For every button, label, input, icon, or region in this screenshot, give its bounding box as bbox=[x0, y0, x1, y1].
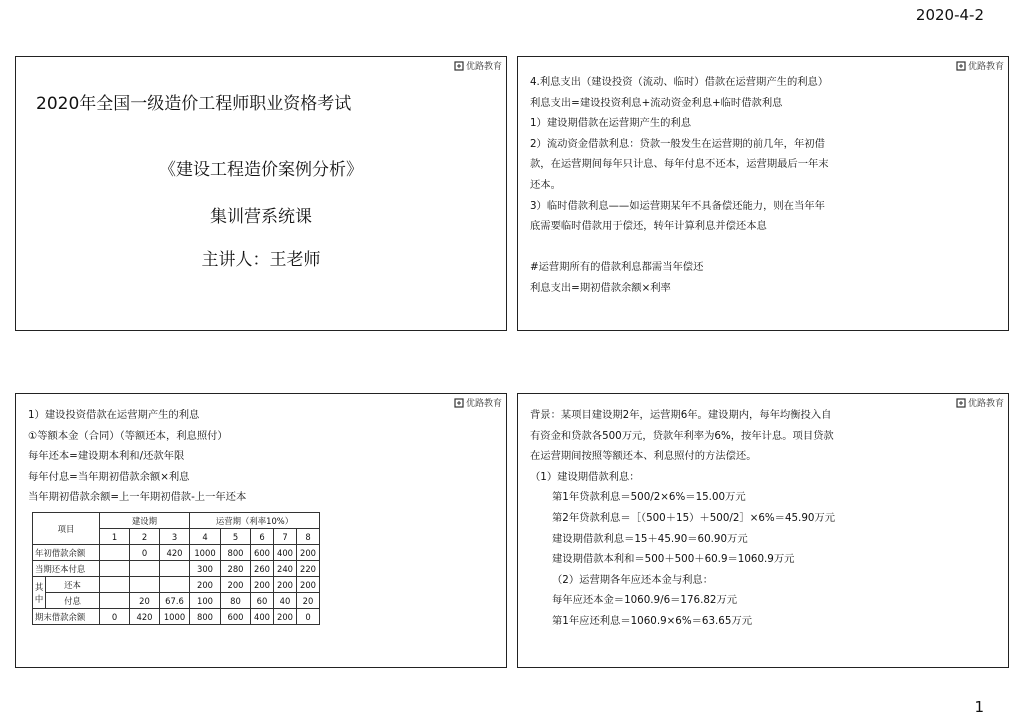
year-cell: 3 bbox=[160, 529, 190, 545]
table-cell: 200 bbox=[221, 577, 251, 593]
text-line: 底需要临时借款用于偿还，转年计算利息并偿还本息 bbox=[530, 220, 767, 233]
course-type: 集训营系统课 bbox=[210, 207, 312, 227]
table-cell: 800 bbox=[190, 609, 221, 625]
text-line: 第1年贷款利息＝500/2×6%＝15.00万元 bbox=[552, 491, 746, 504]
year-cell: 8 bbox=[297, 529, 320, 545]
year-cell: 5 bbox=[221, 529, 251, 545]
logo-icon bbox=[956, 61, 966, 71]
text-line: 建设期借款利息＝15＋45.90＝60.90万元 bbox=[552, 532, 748, 545]
slide-body-text bbox=[530, 72, 998, 299]
table-cell: 420 bbox=[130, 609, 160, 625]
brand-logo bbox=[956, 59, 1004, 72]
course-book-title: 《建设工程造价案例分析》 bbox=[159, 160, 363, 180]
exam-title: 2020年全国一级造价工程师职业资格考试 bbox=[36, 94, 352, 114]
table-cell: 60 bbox=[251, 593, 274, 609]
table-header-item: 项目 bbox=[33, 513, 100, 545]
page-number: 1 bbox=[974, 698, 984, 716]
table-cell: 200 bbox=[274, 609, 297, 625]
group-label: 其中 bbox=[33, 577, 46, 609]
logo-text: 优路教育 bbox=[465, 399, 502, 409]
text-line: 款，在运营期间每年只计息、每年付息不还本，运营期最后一年末 bbox=[530, 158, 829, 171]
table-cell: 600 bbox=[251, 545, 274, 561]
table-cell: 0 bbox=[297, 609, 320, 625]
table-cell: 260 bbox=[251, 561, 274, 577]
text-line: 还本。 bbox=[530, 178, 561, 191]
table-cell: 67.6 bbox=[160, 593, 190, 609]
table-cell bbox=[160, 577, 190, 593]
table-cell: 220 bbox=[297, 561, 320, 577]
year-cell: 7 bbox=[274, 529, 297, 545]
table-cell: 100 bbox=[190, 593, 221, 609]
table-cell: 800 bbox=[221, 545, 251, 561]
table-cell: 1000 bbox=[190, 545, 221, 561]
table-row bbox=[33, 593, 320, 609]
logo-text: 优路教育 bbox=[465, 62, 502, 72]
logo-icon bbox=[454, 61, 464, 71]
text-line: 1）建设期借款在运营期产生的利息 bbox=[530, 117, 692, 130]
table-cell: 20 bbox=[297, 593, 320, 609]
table-cell: 200 bbox=[297, 545, 320, 561]
table-cell bbox=[100, 593, 130, 609]
table-cell: 240 bbox=[274, 561, 297, 577]
row-label: 当期还本付息 bbox=[33, 561, 100, 577]
text-line: 有资金和贷款各500万元，贷款年利率为6%，按年计息。项目贷款 bbox=[530, 429, 834, 442]
slide-equal-principal bbox=[15, 393, 507, 668]
text-line: 建设期借款本利和＝500＋500＋60.9＝1060.9万元 bbox=[552, 553, 795, 566]
row-label: 付息 bbox=[46, 593, 100, 609]
table-row bbox=[33, 609, 320, 625]
slide-example bbox=[517, 393, 1009, 668]
slide-interest-expense bbox=[517, 56, 1009, 331]
logo-text: 优路教育 bbox=[967, 399, 1004, 409]
text-line: 每年应还本金＝1060.9/6＝176.82万元 bbox=[552, 594, 738, 607]
table-header-operation: 运营期（利率10%） bbox=[190, 513, 320, 529]
table-cell: 200 bbox=[297, 577, 320, 593]
table-cell bbox=[130, 561, 160, 577]
table-cell: 200 bbox=[190, 577, 221, 593]
table-cell: 20 bbox=[130, 593, 160, 609]
table-cell: 200 bbox=[251, 577, 274, 593]
table-header-construction: 建设期 bbox=[100, 513, 190, 529]
text-line: 4.利息支出（建设投资（流动、临时）借款在运营期产生的利息） bbox=[530, 76, 829, 88]
row-label: 期末借款余额 bbox=[33, 609, 100, 625]
year-cell: 6 bbox=[251, 529, 274, 545]
table-cell bbox=[130, 577, 160, 593]
text-line: 每年付息=当年期初借款余额×利息 bbox=[28, 470, 190, 483]
table-cell: 200 bbox=[274, 577, 297, 593]
table-cell: 0 bbox=[130, 545, 160, 561]
text-line: 2）流动资金借款利息：贷款一般发生在运营期的前几年，年初借 bbox=[530, 137, 825, 150]
table-cell bbox=[160, 561, 190, 577]
table-cell: 400 bbox=[274, 545, 297, 561]
text-line: 背景：某项目建设期2年，运营期6年。建设期内，每年均衡投入自 bbox=[530, 409, 832, 421]
year-cell: 1 bbox=[100, 529, 130, 545]
year-cell: 2 bbox=[130, 529, 160, 545]
table-cell: 600 bbox=[221, 609, 251, 625]
slide-body-text bbox=[28, 405, 496, 508]
year-cell: 4 bbox=[190, 529, 221, 545]
table-cell bbox=[100, 545, 130, 561]
table-row bbox=[33, 577, 320, 593]
text-line: 3）临时借款利息——如运营期某年不具备偿还能力，则在当年年 bbox=[530, 199, 825, 212]
slide-body-text bbox=[530, 405, 998, 632]
text-line: 第2年贷款利息＝［（500＋15）＋500/2］×6%＝45.90万元 bbox=[552, 511, 836, 524]
text-line: ①等额本金（合同）（等额还本，利息照付） bbox=[28, 429, 228, 442]
lecturer: 主讲人：王老师 bbox=[201, 250, 321, 270]
print-date: 2020-4-2 bbox=[915, 6, 984, 24]
text-line: （2）运营期各年应还本金与利息： bbox=[552, 573, 714, 586]
table-cell: 280 bbox=[221, 561, 251, 577]
text-line: 在运营期间按照等额还本、利息照付的方法偿还。 bbox=[530, 450, 757, 463]
blank-line bbox=[530, 237, 998, 258]
table-cell: 1000 bbox=[160, 609, 190, 625]
text-line: 当年期初借款余额=上一年期初借款-上一年还本 bbox=[28, 491, 247, 504]
text-line: 第1年应还利息＝1060.9×6%＝63.65万元 bbox=[552, 614, 752, 627]
row-label: 年初借款余额 bbox=[33, 545, 100, 561]
text-line: 利息支出=建设投资利息+流动资金利息+临时借款利息 bbox=[530, 96, 783, 109]
table-cell: 0 bbox=[100, 609, 130, 625]
brand-logo bbox=[454, 59, 502, 72]
text-line: （1）建设期借款利息： bbox=[530, 470, 640, 483]
text-line: 1）建设投资借款在运营期产生的利息 bbox=[28, 409, 200, 421]
text-line: 利息支出=期初借款余额×利率 bbox=[530, 281, 671, 294]
table-cell: 300 bbox=[190, 561, 221, 577]
repayment-table bbox=[32, 512, 320, 625]
logo-text: 优路教育 bbox=[967, 62, 1004, 72]
table-row bbox=[33, 545, 320, 561]
table-row bbox=[33, 561, 320, 577]
text-line: 每年还本=建设期本利和/还款年限 bbox=[28, 450, 185, 463]
table-cell: 80 bbox=[221, 593, 251, 609]
table-cell bbox=[100, 577, 130, 593]
table-cell: 420 bbox=[160, 545, 190, 561]
table-cell bbox=[100, 561, 130, 577]
table-cell: 40 bbox=[274, 593, 297, 609]
row-label: 还本 bbox=[46, 577, 100, 593]
slide-title bbox=[15, 56, 507, 331]
text-line: #运营期所有的借款利息都需当年偿还 bbox=[530, 261, 704, 274]
table-cell: 400 bbox=[251, 609, 274, 625]
